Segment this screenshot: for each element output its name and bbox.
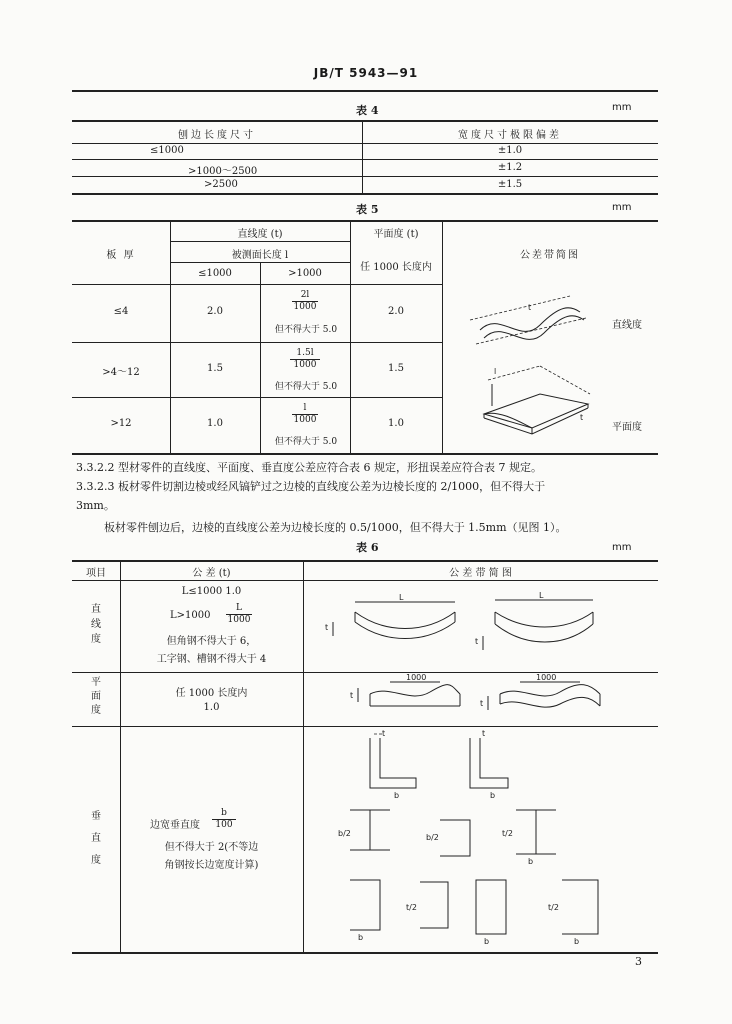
page-number: 3 — [635, 955, 642, 968]
flatness-sketch — [470, 362, 600, 442]
header-rule — [72, 90, 658, 92]
table6-item-perpendicularity: 垂 直 度 — [91, 811, 101, 866]
table6-h-item: 项目 — [86, 568, 106, 579]
table5-row-v1: 2.0 — [207, 306, 223, 317]
diagram-label-t: t — [325, 623, 329, 632]
table5-row-flat: 1.0 — [388, 418, 404, 429]
diagram-label-t: t — [482, 729, 486, 738]
table5-h-gt1000: >1000 — [288, 268, 322, 279]
diagram-label-b: b — [528, 857, 534, 866]
straightness-diagram — [325, 592, 625, 666]
sketch-label-t: t — [580, 413, 584, 422]
table5-h-flatness: 平面度 (t) — [373, 229, 419, 240]
table6-straight-line4: 工字钢、槽钢不得大于 4 — [156, 654, 267, 665]
clause-3-3-2-3: 3.3.2.3 板材零件切割边棱或经风镐铲过之边棱的直线度公差为边棱长度的 2/1000，但不得大于 — [76, 480, 546, 493]
table4-unit: mm — [612, 102, 632, 113]
table4-col-length: 刨边长度尺寸 — [178, 130, 256, 141]
table6-straight-line3: 但角钢不得大于 6， — [166, 636, 257, 647]
sketch-label-l: l — [494, 367, 497, 376]
table5-h-thickness: 板 厚 — [106, 250, 136, 261]
table4-row-dev: ±1.5 — [497, 179, 523, 190]
table4-col-deviation: 宽度尺寸极限偏差 — [458, 130, 562, 141]
diagram-label-b: b — [490, 791, 496, 800]
diagram-label-t2: t/2 — [548, 903, 559, 912]
clause-planed-edge: 板材零件刨边后，边棱的直线度公差为边棱长度的 0.5/1000，但不得大于 1.5mm（见图 1）。 — [104, 521, 567, 534]
table5-row-v1: 1.5 — [207, 363, 223, 374]
table5-h-measured: 被测面长度 l — [231, 250, 289, 261]
table6-h-tolerance: 公 差 (t) — [192, 568, 231, 579]
table6-perp-line1: 边宽垂直度 — [150, 820, 200, 831]
table5-row-fraction: $\frac{1.5l}{1000}$ — [290, 348, 320, 371]
diagram-label-t: t — [480, 699, 484, 708]
table4-row-length: >1000～2500 — [188, 166, 258, 177]
table6-title: 表 6 — [356, 541, 379, 554]
table5-row-note: 但不得大于 5.0 — [274, 325, 338, 335]
diagram-label-b2: b/2 — [426, 833, 439, 842]
table5-row-thickness: >4～12 — [102, 367, 140, 378]
diagram-label-b: b — [574, 937, 580, 946]
diagram-label-1000: 1000 — [536, 673, 557, 682]
table5-row-thickness: ≤4 — [113, 306, 129, 317]
table5-row-note: 但不得大于 5.0 — [274, 382, 338, 392]
diagram-label-b: b — [484, 937, 490, 946]
table5-row-v1: 1.0 — [207, 418, 223, 429]
table5-label-straightness: 直线度 — [612, 320, 642, 331]
diagram-label-t: t — [350, 691, 354, 700]
document-code: JB/T 5943—91 — [313, 66, 419, 80]
table6-flat-line2: 1.0 — [203, 702, 220, 713]
table6-perp-fraction: $\frac{b}{100}$ — [212, 808, 236, 831]
table5-row-note: 但不得大于 5.0 — [274, 437, 338, 447]
table6-straight-line1: L≤1000 1.0 — [181, 586, 242, 597]
table5-row-flat: 1.5 — [388, 363, 404, 374]
table5-h-le1000: ≤1000 — [198, 268, 232, 279]
table6-item-straightness: 直 线 度 — [91, 604, 101, 645]
diagram-label-t: t — [475, 637, 479, 646]
table4-row-dev: ±1.0 — [497, 145, 523, 156]
table4-row-dev: ±1.2 — [497, 162, 523, 173]
table5-row-fraction: $\frac{l}{1000}$ — [293, 403, 317, 425]
table6-perp-line3: 角钢按长边宽度计算) — [164, 860, 259, 871]
diagram-label-t2: t/2 — [406, 903, 417, 912]
table6-unit: mm — [612, 542, 632, 553]
diagram-label-b2: b/2 — [338, 829, 351, 838]
table4-title: 表 4 — [356, 104, 379, 117]
diagram-label-t2: t/2 — [502, 829, 513, 838]
flatness-diagram — [350, 674, 640, 724]
table6-item-flatness: 平 面 度 — [91, 677, 101, 716]
straightness-sketch — [470, 290, 590, 350]
diagram-label-L: L — [539, 591, 544, 600]
diagram-label-t: t — [382, 729, 386, 738]
sketch-label-t: t — [528, 303, 532, 312]
perpendicularity-diagram — [330, 730, 650, 945]
clause-3-3-2-2: 3.3.2.2 型材零件的直线度、平面度、垂直度公差应符合表 6 规定，形扭误差应符合表 7 规定。 — [76, 461, 542, 474]
table6-straight-line2: L>1000 — [170, 610, 211, 621]
table4-row-length: >2500 — [204, 179, 238, 190]
table5-unit: mm — [612, 202, 632, 213]
table5-row-fraction: $\frac{2l}{1000}$ — [293, 290, 317, 312]
diagram-label-L: L — [399, 593, 404, 602]
table5-h-diagram: 公差带简图 — [520, 250, 580, 261]
diagram-label-b: b — [394, 791, 400, 800]
table5-title: 表 5 — [356, 203, 379, 216]
table5-h-straightness: 直线度 (t) — [237, 229, 283, 240]
table4-row-length: ≤1000 — [150, 145, 184, 156]
diagram-label-b: b — [358, 933, 364, 942]
table5-h-any1000: 任 1000 长度内 — [360, 262, 432, 273]
table6-straight-fraction: $\frac{L}{1000}$ — [227, 603, 251, 625]
table5-row-flat: 2.0 — [388, 306, 404, 317]
diagram-label-1000: 1000 — [406, 673, 427, 682]
table6-h-diagram: 公 差 带 简 图 — [449, 568, 512, 579]
table6-perp-line2: 但不得大于 2(不等边 — [164, 842, 259, 853]
table5-row-thickness: >12 — [110, 418, 132, 429]
clause-3-3-2-3-cont: 3mm。 — [76, 499, 115, 512]
table5-label-flatness: 平面度 — [612, 422, 642, 433]
table6-flat-line1: 任 1000 长度内 — [175, 688, 248, 699]
